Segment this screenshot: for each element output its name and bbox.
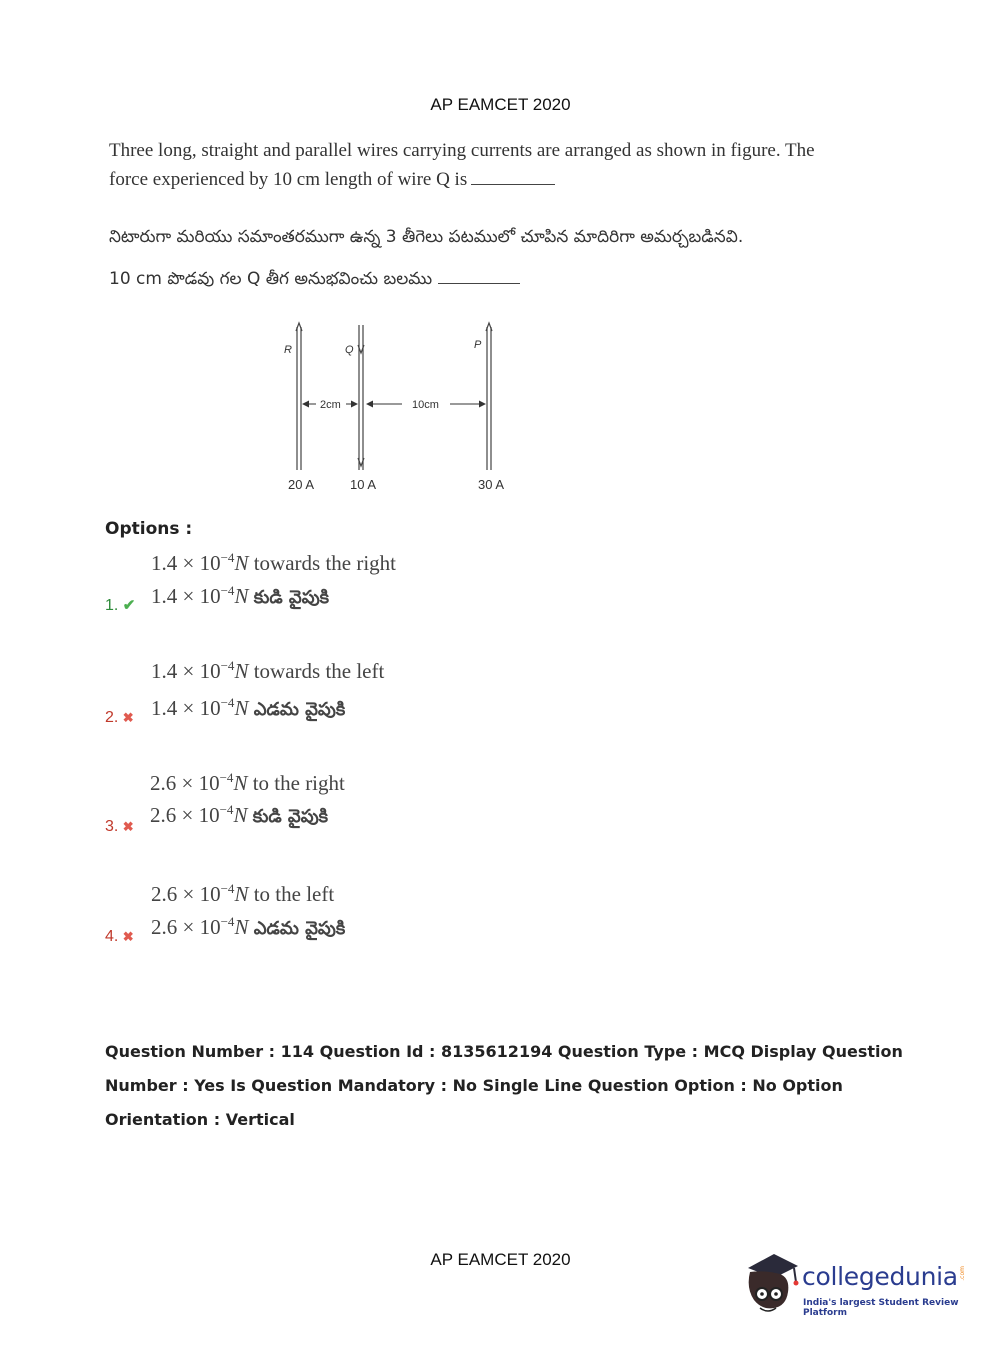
mascot-icon bbox=[740, 1248, 802, 1318]
logo-suffix: .com bbox=[959, 1266, 966, 1281]
distance-rq: 2cm bbox=[320, 399, 341, 411]
option-2-english: $1.4 \times 10^{-4}N$ towards the left bbox=[151, 658, 385, 683]
page-header: AP EAMCET 2020 bbox=[430, 95, 571, 114]
wire-p-label: P bbox=[474, 339, 482, 351]
wire-q-label: Q bbox=[345, 344, 354, 356]
option-1-marker: 1. ✔ bbox=[105, 597, 136, 614]
page-footer: AP EAMCET 2020 bbox=[430, 1250, 571, 1269]
question-telugu-line-1: నిటారుగా మరియు సమాంతరముగా ఉన్న 3 తీగెలు పటములో చూపిన మాదిరిగా అమర్చబడినవి. bbox=[109, 227, 744, 247]
answer-blank bbox=[471, 166, 555, 185]
logo-tagline: India's largest Student Review Platform bbox=[803, 1298, 959, 1318]
collegedunia-logo bbox=[740, 1248, 980, 1318]
current-r: 20 A bbox=[288, 477, 315, 492]
option-3-marker: 3. ✖ bbox=[105, 818, 134, 835]
option-2-telugu: $1.4 \times 10^{-4}N$ ఎడమ వైపుకి bbox=[151, 695, 346, 720]
option-3-telugu: $2.6 \times 10^{-4}N$ కుడి వైపుకి bbox=[150, 802, 329, 827]
question-english-line-1: Three long, straight and parallel wires carrying currents are arranged as shown in figure. The bbox=[109, 140, 815, 161]
option-4-english: $2.6 \times 10^{-4}N$ to the left bbox=[151, 881, 335, 906]
wire-r bbox=[296, 323, 302, 470]
meta-line-3: Orientation : Vertical bbox=[105, 1110, 295, 1129]
wire-q bbox=[358, 325, 364, 470]
meta-line-2: Number : Yes Is Question Mandatory : No Single Line Question Option : No Option bbox=[105, 1076, 843, 1095]
cross-icon: ✖ bbox=[122, 710, 134, 725]
option-1-telugu: $1.4 \times 10^{-4}N$ కుడి వైపుకి bbox=[151, 583, 330, 608]
wire-p bbox=[486, 323, 492, 470]
current-q: 10 A bbox=[350, 477, 377, 492]
logo-name: collegedunia bbox=[802, 1262, 958, 1291]
option-3-english: $2.6 \times 10^{-4}N$ to the right bbox=[150, 770, 345, 795]
distance-qp: 10cm bbox=[412, 399, 439, 411]
option-4-telugu: $2.6 \times 10^{-4}N$ ఎడమ వైపుకి bbox=[151, 914, 346, 939]
question-english bbox=[109, 136, 909, 194]
cross-icon: ✖ bbox=[122, 929, 134, 944]
option-2-marker: 2. ✖ bbox=[105, 709, 134, 726]
answer-blank-telugu bbox=[438, 267, 520, 284]
cross-icon: ✖ bbox=[122, 819, 134, 834]
question-meta bbox=[105, 1035, 905, 1137]
option-1-english: $1.4 \times 10^{-4}N$ towards the right bbox=[151, 550, 397, 575]
wires-figure bbox=[270, 315, 530, 500]
current-p: 30 A bbox=[478, 477, 505, 492]
question-telugu bbox=[109, 227, 929, 293]
check-icon: ✔ bbox=[122, 597, 136, 614]
options-label: Options : bbox=[105, 519, 193, 539]
question-english-line-2: force experienced by 10 cm length of wire Q is bbox=[109, 169, 468, 190]
meta-line-1: Question Number : 114 Question Id : 8135612194 Question Type : MCQ Display Question bbox=[105, 1042, 903, 1061]
question-telugu-line-2: 10 cm పొడవు గల Q తీగ అనుభవించు బలము bbox=[109, 269, 433, 289]
option-4-marker: 4. ✖ bbox=[105, 928, 134, 945]
wire-r-label: R bbox=[284, 344, 292, 356]
